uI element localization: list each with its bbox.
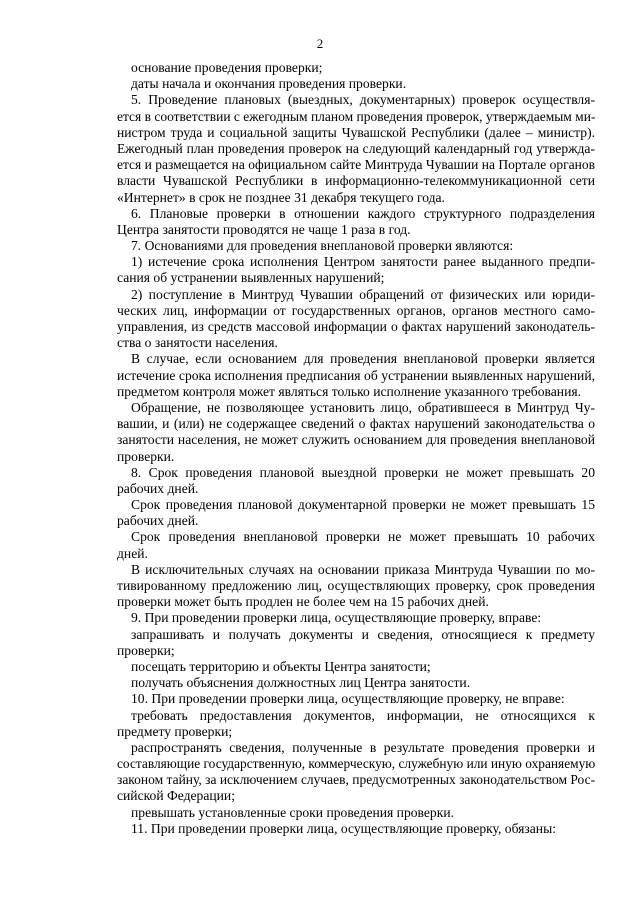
text-line: дней. xyxy=(117,545,148,561)
text-line: занятости населения, не может служить основанием для проведения внеплановой xyxy=(117,432,595,448)
text-line: распространять сведения, полученные в результате проведения проверки и xyxy=(131,739,595,755)
text-line: ческих лиц, информации от государственных органов, органов местного само- xyxy=(117,302,595,318)
text-line: Обращение, не позволяющее установить лицо, обратившееся в Минтруд Чу- xyxy=(131,399,595,415)
text-line: предметом контроля может являться только исполнение указанного требования. xyxy=(117,383,581,399)
text-line: власти Чувашской Республики в информационно-телекоммуникационной сети xyxy=(117,173,595,189)
text-line: 2) поступление в Минтруд Чувашии обращений от физических или юриди- xyxy=(131,286,595,302)
text-line: Срок проведения внеплановой проверки не может превышать 10 рабочих xyxy=(131,529,595,545)
text-line: проверки может быть продлен не более чем на 15 рабочих дней. xyxy=(117,594,489,610)
text-line: истечение срока исполнения предписания об устранении выявленных нарушений, xyxy=(117,367,595,383)
text-line: 11. При проведении проверки лица, осуществляющие проверку, обязаны: xyxy=(131,820,556,836)
text-line: 8. Срок проведения плановой выездной проверки не может превышать 20 xyxy=(131,464,595,480)
page-number: 2 xyxy=(316,36,324,51)
text-line: посещать территорию и объекты Центра занятости; xyxy=(131,658,431,674)
text-line: проверки; xyxy=(117,642,175,658)
text-line: получать объяснения должностных лиц Центра занятости. xyxy=(131,675,471,691)
text-line: составляющие государственную, коммерческую, служебную или иную охраняемую xyxy=(117,756,596,772)
text-line: «Интернет» в срок не позднее 31 декабря текущего года. xyxy=(117,189,445,205)
text-line: запрашивать и получать документы и сведения, относящиеся к предмету xyxy=(131,626,595,642)
text-line: рабочих дней. xyxy=(117,480,199,496)
text-line: нистром труда и социальной защиты Чувашской Республики (далее – министр). xyxy=(117,124,595,140)
text-line: ства о занятости населения. xyxy=(117,335,278,351)
text-line: 1) истечение срока исполнения Центром занятости ранее выданного предпи- xyxy=(131,254,595,270)
text-line: рабочих дней. xyxy=(117,513,199,529)
text-line: законом тайну, за исключением случаев, предусмотренных законодательством Рос- xyxy=(117,772,596,788)
text-line: ется и размещается на официальном сайте Минтруда Чувашии на Портале органов xyxy=(117,157,595,173)
text-line: 6. Плановые проверки в отношении каждого структурного подразделения xyxy=(131,205,595,221)
text-line: предмету проверки; xyxy=(117,723,233,739)
text-line: В исключительных случаях на основании приказа Минтруда Чувашии по мо- xyxy=(131,561,595,577)
text-line: ется в соответствии с ежегодным планом проведения проверок, утверждаемым ми- xyxy=(117,108,596,124)
text-line: В случае, если основанием для проведения внеплановой проверки является xyxy=(131,351,595,367)
text-line: Срок проведения плановой документарной проверки не может превышать 15 xyxy=(131,497,595,513)
document-body xyxy=(117,60,595,837)
text-line: 5. Проведение плановых (выездных, документарных) проверок осуществля- xyxy=(131,92,595,108)
text-line: тивированному предложению лиц, осуществляющих проверку, срок проведения xyxy=(117,578,595,593)
text-line: превышать установленные сроки проведения проверки. xyxy=(131,804,454,820)
text-line: 10. При проведении проверки лица, осуществляющие проверку, не вправе: xyxy=(131,691,565,707)
text-line: Ежегодный план проведения проверок на следующий календарный год утвержда- xyxy=(117,140,595,156)
text-line: 7. Основаниями для проведения внеплановой проверки являются: xyxy=(131,238,514,254)
text-line: сийской Федерации; xyxy=(117,788,235,804)
text-line: 9. При проведении проверки лица, осуществляющие проверку, вправе: xyxy=(131,610,542,626)
text-line: управления, из средств массовой информации о фактах нарушений законодатель- xyxy=(117,319,595,334)
text-line: требовать предоставления документов, информации, не относящихся к xyxy=(131,707,595,723)
text-line: даты начала и окончания проведения проверки. xyxy=(131,76,407,92)
text-line: Центра занятости проводятся не чаще 1 раза в год. xyxy=(117,221,411,237)
text-line: сания об устранении выявленных нарушений; xyxy=(117,270,385,286)
text-line: вашии, и (или) не содержащее сведений о фактах нарушений законодательства о xyxy=(117,416,595,432)
text-line: проверки. xyxy=(117,448,175,464)
text-line: основание проведения проверки; xyxy=(131,60,323,75)
